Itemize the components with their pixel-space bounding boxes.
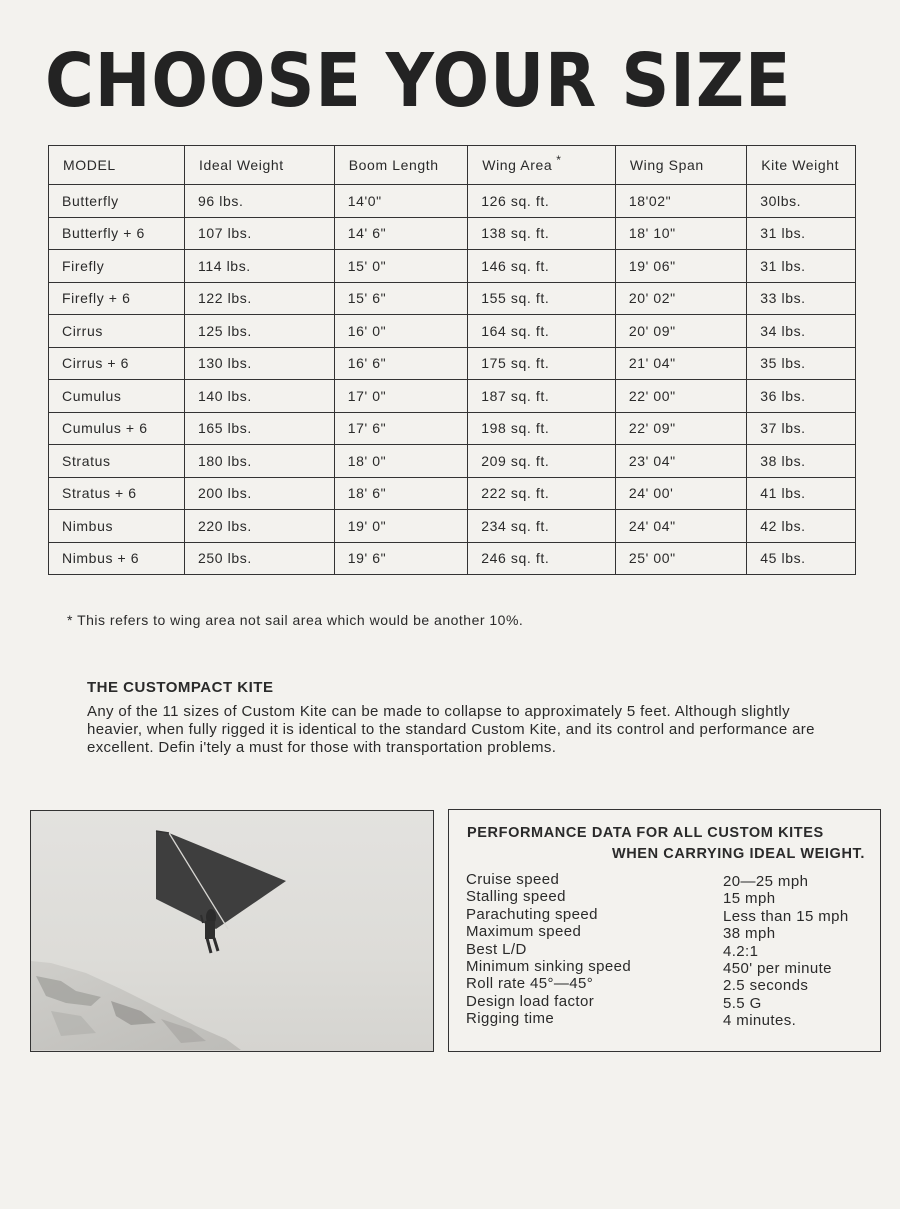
cell-model: Butterfly	[49, 185, 185, 218]
cell-wing-span: 24' 04"	[615, 510, 746, 543]
cell-boom-length: 18' 6"	[334, 477, 468, 510]
cell-wing-area: 146 sq. ft.	[468, 250, 616, 283]
cell-boom-length: 16' 0"	[334, 315, 468, 348]
table-row	[49, 510, 856, 543]
performance-label: Maximum speed	[466, 923, 582, 941]
page-title: CHOOSE YOUR SIZE	[45, 38, 792, 124]
performance-value: 4.2:1	[723, 942, 759, 960]
performance-label: Best L/D	[466, 940, 527, 958]
cell-wing-area: 164 sq. ft.	[468, 315, 616, 348]
header-model: MODEL	[49, 146, 185, 185]
cell-wing-area: 155 sq. ft.	[468, 282, 616, 315]
cell-wing-span: 24' 00'	[615, 477, 746, 510]
performance-value: 4 minutes.	[723, 1012, 797, 1030]
table-row	[49, 217, 856, 250]
cell-wing-span: 21' 04"	[615, 347, 746, 380]
performance-value: 450' per minute	[723, 960, 832, 978]
performance-heading-line1: PERFORMANCE DATA FOR ALL CUSTOM KITES	[467, 825, 824, 841]
cell-ideal-weight: 200 lbs.	[184, 477, 334, 510]
performance-label: Design load factor	[466, 992, 595, 1010]
cell-wing-span: 20' 09"	[615, 315, 746, 348]
cell-kite-weight: 41 lbs.	[747, 477, 856, 510]
performance-value: 5.5 G	[723, 994, 762, 1012]
cell-kite-weight: 34 lbs.	[747, 315, 856, 348]
cell-boom-length: 19' 0"	[334, 510, 468, 543]
cell-wing-span: 18'02"	[615, 185, 746, 218]
cell-kite-weight: 30lbs.	[747, 185, 856, 218]
cell-kite-weight: 42 lbs.	[747, 510, 856, 543]
cell-model: Cirrus	[49, 315, 185, 348]
cell-ideal-weight: 107 lbs.	[184, 217, 334, 250]
performance-heading-line2: WHEN CARRYING IDEAL WEIGHT.	[611, 846, 865, 862]
cell-kite-weight: 31 lbs.	[747, 250, 856, 283]
cell-boom-length: 17' 0"	[334, 380, 468, 413]
cell-wing-area: 126 sq. ft.	[468, 185, 616, 218]
table-row	[49, 412, 856, 445]
cell-boom-length: 18' 0"	[334, 445, 468, 478]
cell-boom-length: 15' 6"	[334, 282, 468, 315]
header-ideal-weight: Ideal Weight	[184, 146, 334, 185]
header-kite-weight: Kite Weight	[747, 146, 856, 185]
header-wing-span: Wing Span	[615, 146, 746, 185]
performance-data-box	[448, 809, 881, 1052]
cell-wing-area: 234 sq. ft.	[468, 510, 616, 543]
cell-ideal-weight: 96 lbs.	[184, 185, 334, 218]
performance-value: 20—25 mph	[723, 873, 809, 890]
performance-values	[723, 873, 849, 1030]
cell-boom-length: 14' 6"	[334, 217, 468, 250]
cell-model: Stratus	[49, 445, 185, 478]
cell-model: Cumulus	[49, 380, 185, 413]
cell-boom-length: 14'0"	[334, 185, 468, 218]
cell-wing-span: 25' 00"	[615, 542, 746, 575]
cell-ideal-weight: 125 lbs.	[184, 315, 334, 348]
table-row	[49, 250, 856, 283]
cell-kite-weight: 35 lbs.	[747, 347, 856, 380]
cell-kite-weight: 33 lbs.	[747, 282, 856, 315]
table-row	[49, 185, 856, 218]
performance-value: Less than 15 mph	[723, 907, 849, 925]
table-row	[49, 315, 856, 348]
cell-wing-area: 198 sq. ft.	[468, 412, 616, 445]
cell-wing-span: 19' 06"	[615, 250, 746, 283]
table-row	[49, 542, 856, 575]
cell-wing-area: 209 sq. ft.	[468, 445, 616, 478]
cell-ideal-weight: 114 lbs.	[184, 250, 334, 283]
cell-wing-span: 18' 10"	[615, 217, 746, 250]
performance-label: Roll rate 45°—45°	[466, 975, 594, 993]
table-row	[49, 477, 856, 510]
cell-wing-area: 138 sq. ft.	[468, 217, 616, 250]
cell-kite-weight: 37 lbs.	[747, 412, 856, 445]
table-row	[49, 380, 856, 413]
cell-kite-weight: 38 lbs.	[747, 445, 856, 478]
performance-heading	[467, 823, 865, 865]
performance-label: Stalling speed	[466, 888, 566, 906]
cell-kite-weight: 36 lbs.	[747, 380, 856, 413]
size-table	[48, 145, 856, 575]
cell-ideal-weight: 165 lbs.	[184, 412, 334, 445]
cell-wing-area: 175 sq. ft.	[468, 347, 616, 380]
cell-model: Cumulus + 6	[49, 412, 185, 445]
table-header-row	[49, 146, 856, 185]
custompact-heading: THE CUSTOMPACT KITE	[87, 679, 274, 696]
cell-wing-area: 246 sq. ft.	[468, 542, 616, 575]
cell-model: Nimbus + 6	[49, 542, 185, 575]
performance-label: Rigging time	[466, 1010, 555, 1028]
header-wing-area	[468, 146, 616, 185]
cell-model: Stratus + 6	[49, 477, 185, 510]
performance-value: 2.5 seconds	[723, 977, 809, 995]
cell-boom-length: 17' 6"	[334, 412, 468, 445]
performance-labels	[466, 871, 631, 1028]
header-boom-length: Boom Length	[334, 146, 468, 185]
cell-boom-length: 15' 0"	[334, 250, 468, 283]
cell-ideal-weight: 180 lbs.	[184, 445, 334, 478]
wing-area-footnote: * This refers to wing area not sail area which would be another 10%.	[67, 612, 524, 628]
performance-value: 38 mph	[723, 925, 776, 943]
cell-model: Cirrus + 6	[49, 347, 185, 380]
hang-glider-photo-illustration	[31, 811, 432, 1050]
cell-wing-area: 222 sq. ft.	[468, 477, 616, 510]
table-row	[49, 282, 856, 315]
table-row	[49, 445, 856, 478]
cell-model: Firefly + 6	[49, 282, 185, 315]
cell-kite-weight: 45 lbs.	[747, 542, 856, 575]
cell-wing-span: 23' 04"	[615, 445, 746, 478]
cell-ideal-weight: 140 lbs.	[184, 380, 334, 413]
performance-label: Parachuting speed	[466, 905, 598, 923]
performance-value: 15 mph	[723, 890, 776, 908]
cell-model: Firefly	[49, 250, 185, 283]
cell-wing-span: 22' 00"	[615, 380, 746, 413]
cell-wing-span: 22' 09"	[615, 412, 746, 445]
header-wing-area-label: Wing Area	[482, 157, 553, 173]
cell-ideal-weight: 220 lbs.	[184, 510, 334, 543]
cell-model: Nimbus	[49, 510, 185, 543]
kite-photo	[30, 810, 434, 1052]
table-row	[49, 347, 856, 380]
cell-wing-span: 20' 02"	[615, 282, 746, 315]
cell-ideal-weight: 122 lbs.	[184, 282, 334, 315]
cell-kite-weight: 31 lbs.	[747, 217, 856, 250]
cell-boom-length: 19' 6"	[334, 542, 468, 575]
performance-label: Cruise speed	[466, 871, 560, 888]
cell-wing-area: 187 sq. ft.	[468, 380, 616, 413]
custompact-description: Any of the 11 sizes of Custom Kite can be made to collapse to approximately 5 feet. Although slightly heavier, when fully rigged it is identical to the standard Custom Kite, and its control and performance are excellent. Defin i'tely a must for those with transportation problems.	[87, 703, 815, 756]
cell-model: Butterfly + 6	[49, 217, 185, 250]
performance-label: Minimum sinking speed	[466, 958, 632, 976]
cell-ideal-weight: 250 lbs.	[184, 542, 334, 575]
cell-boom-length: 16' 6"	[334, 347, 468, 380]
asterisk-mark: *	[556, 153, 562, 167]
cell-ideal-weight: 130 lbs.	[184, 347, 334, 380]
